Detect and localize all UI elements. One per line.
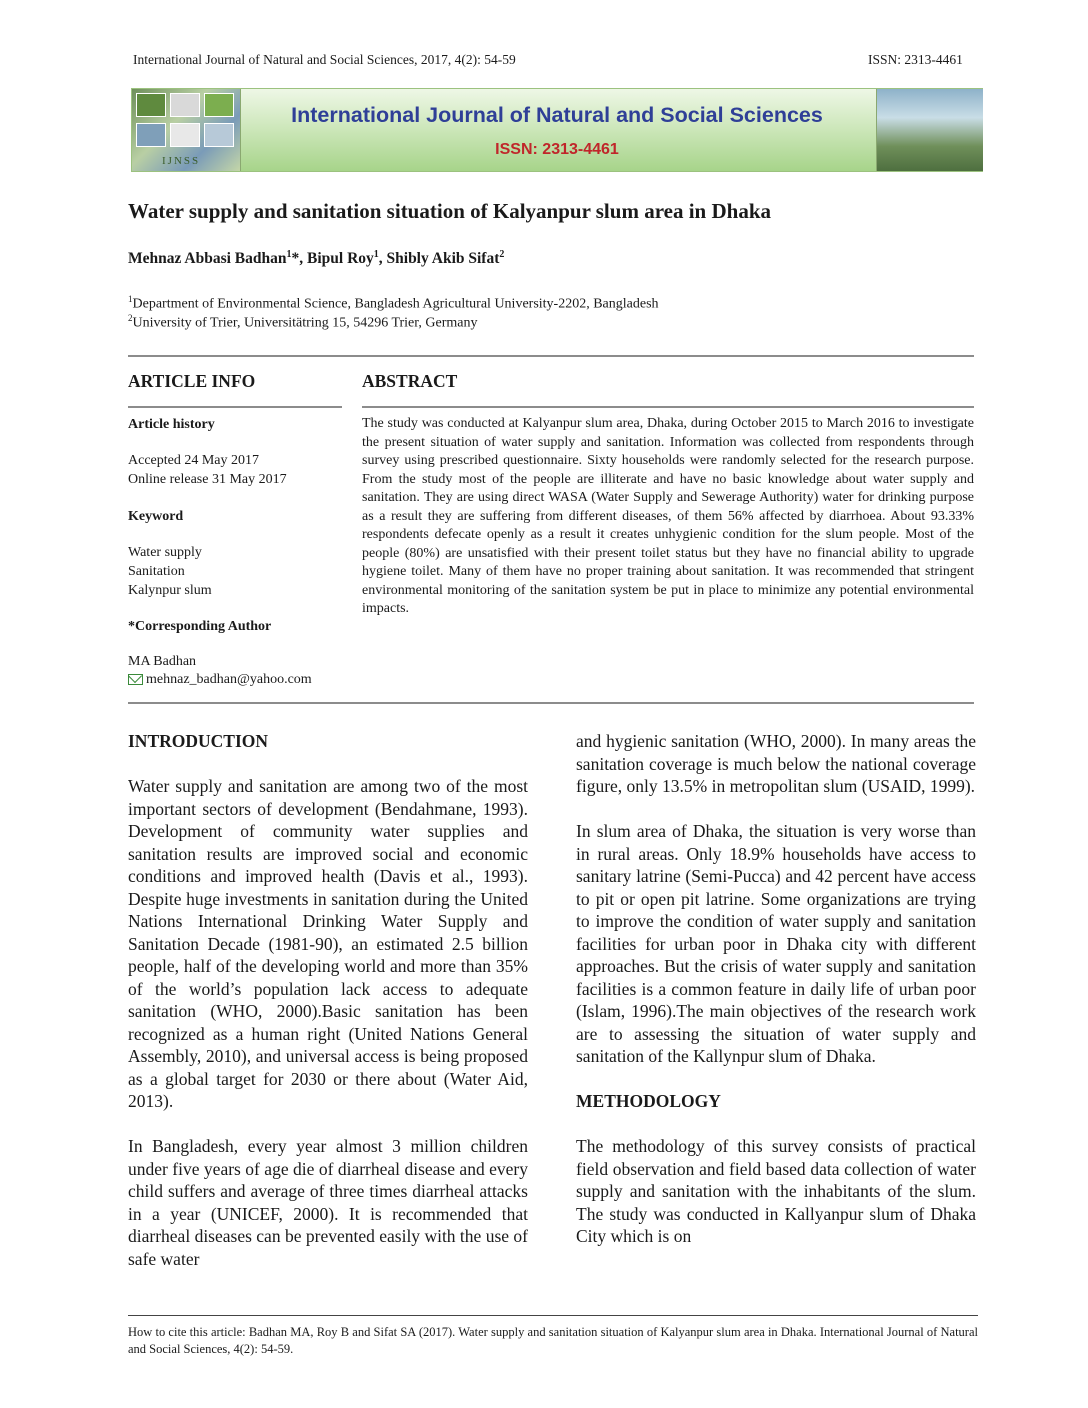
abstract-text: The study was conducted at Kalyanpur slum area, Dhaka, during October 2015 to March 2016 to investigate the present situation of water supply and sanitation. Information was collected from respondents through survey using prescribed questionnaire. Sixty households were randomly selected for the research purpose. From the study most of the people are illiterate and have no basic knowledge about water supply and sanitation. They are using direct WASA (Water Supply and Sewerage Authority) water for drinking purpose as a result they are suffering from different diseases, of them 56% affected by diarrhoea. About 93.33% respondents defecate openly as a result it creates unhygienic condition for the slum people. Most of the people (80%) are unsatisfied with their present toilet status but they have no financial ability to upgrade hygiene toilet. Many of them have no proper training about sanitation. It was recommended that stringent environmental monitoring of the sanitation system be put in place to minimize any potential environmental impacts.	[362, 416, 974, 616]
keyword-list	[128, 543, 212, 600]
corresponding-author-email[interactable]	[128, 670, 312, 689]
body-column-left	[128, 730, 528, 1293]
paragraph: Water supply and sanitation are among two of the most important sectors of development (Bendahmane, 1993). Development of community water supplies and sanitation results are improved social and economic conditions and improved health (Davis et al., 1993). Despite huge investments in sanitation during the United Nations International Drinking Water Supply and Sanitation Decade (1981-90), an estimated 2.5 billion people, half of the developing world and more than 35% of the world’s population lack access to adequate sanitation (WHO, 2000).Basic sanitation has been recognized as a human right (United Nations General Assembly, 2010), and universal access is being proposed as a global target for 2030 or there about (Water Aid, 2013).	[128, 776, 528, 1111]
logo-thumb-animals	[170, 93, 200, 117]
logo-thumb-chart	[170, 123, 200, 147]
citation-footnote	[128, 1324, 978, 1358]
accepted-date: Accepted 24 May 2017	[128, 453, 260, 468]
methodology-heading: METHODOLOGY	[576, 1091, 721, 1111]
body-column-right	[576, 730, 976, 1270]
keyword-heading: Keyword	[128, 509, 184, 524]
divider	[362, 406, 974, 408]
logo-thumb-fish	[136, 123, 166, 147]
divider	[128, 406, 342, 408]
article-history-heading: Article history	[128, 417, 215, 432]
author-affiliation-mark: 2	[499, 249, 505, 260]
banner-photo	[876, 89, 983, 171]
journal-banner	[131, 88, 983, 172]
author-separator: *,	[291, 250, 307, 268]
logo-thumb-leaf	[204, 93, 234, 117]
corresponding-author-heading: *Corresponding Author	[128, 619, 272, 634]
logo-text: IJNSS	[162, 155, 201, 167]
author-name: Mehnaz Abbasi Badhan	[128, 250, 287, 268]
paragraph: The methodology of this survey consists of practical field observation and field based data collection of water supply and sanitation with the inhabitants of the slum. The study was conducted in Kallyanpur slum of Dhaka City which is on	[576, 1136, 976, 1246]
affiliation	[128, 313, 477, 332]
online-release-date: Online release 31 May 2017	[128, 472, 287, 487]
article-info-heading: ARTICLE INFO	[128, 371, 256, 391]
journal-logo-image	[132, 89, 241, 171]
author-name: Bipul Roy	[307, 250, 374, 268]
logo-thumb-plants	[136, 93, 166, 117]
article-title: Water supply and sanitation situation of Kalyanpur slum area in Dhaka	[128, 199, 771, 223]
running-header-left: International Journal of Natural and Social Sciences, 2017, 4(2): 54-59	[133, 52, 516, 67]
paragraph: and hygienic sanitation (WHO, 2000). In many areas the sanitation coverage is much below the national coverage figure, only 13.5% in metropolitan slum (USAID, 1999).	[576, 731, 976, 796]
affiliation-mark: 1	[128, 294, 133, 304]
email-address[interactable]: mehnaz_badhan@yahoo.com	[146, 672, 312, 687]
paragraph: In slum area of Dhaka, the situation is very worse than in rural areas. Only 18.9% households have access to sanitary latrine (Semi-Pucca) and 42 percent have access to pit or open pit latrine. Some organizations are trying to improve the condition of water supply and sanitation facilities for urban poor in Dhaka city with different approaches. But the crisis of water supply and sanitation facilities is a common feature in daily life of urban poor (Islam, 1996).The main objectives of the research work are to assessing the situation of water supply and sanitation of the Kallynpur slum of Dhaka.	[576, 821, 976, 1066]
corresponding-author-name: MA Badhan	[128, 654, 197, 669]
abstract-heading: ABSTRACT	[362, 371, 458, 391]
journal-issn: ISSN: 2313-4461	[495, 141, 619, 158]
citation-label: How to cite this article:	[128, 1325, 246, 1339]
divider	[128, 702, 974, 704]
affiliation	[128, 294, 659, 313]
footnote-divider	[128, 1315, 978, 1316]
citation-text: Badhan MA, Roy B and Sifat SA (2017). Water supply and sanitation situation of Kalyanpur slum area in Dhaka. International Journal of Natural and Social Sciences, 4(2): 54-59.	[128, 1325, 978, 1356]
keyword-item: Water supply	[128, 545, 202, 560]
journal-name: International Journal of Natural and Social Sciences	[291, 103, 823, 127]
author-list	[128, 249, 504, 268]
affiliation-text: University of Trier, Universitätring 15, 54296 Trier, Germany	[132, 315, 478, 331]
logo-thumb-lab	[204, 123, 234, 147]
affiliation-mark: 2	[128, 313, 133, 323]
keyword-item: Sanitation	[128, 564, 185, 579]
author-affiliation-mark: 1	[373, 249, 379, 260]
author-separator: ,	[378, 250, 387, 268]
envelope-icon	[128, 674, 143, 685]
author-name: Shibly Akib Sifat	[386, 250, 500, 268]
affiliation-text: Department of Environmental Science, Bangladesh Agricultural University-2202, Bangladesh	[132, 296, 659, 312]
running-header-right: ISSN: 2313-4461	[868, 52, 963, 67]
divider	[128, 355, 974, 357]
keyword-item: Kalynpur slum	[128, 583, 212, 598]
introduction-heading: INTRODUCTION	[128, 731, 269, 751]
paragraph: In Bangladesh, every year almost 3 million children under five years of age die of diarrheal disease and every child suffers and average of three times diarrheal attacks in a year (UNICEF, 2000). It is recommended that diarrheal diseases can be prevented easily with the use of safe water	[128, 1136, 528, 1269]
author-affiliation-mark: 1	[286, 249, 292, 260]
